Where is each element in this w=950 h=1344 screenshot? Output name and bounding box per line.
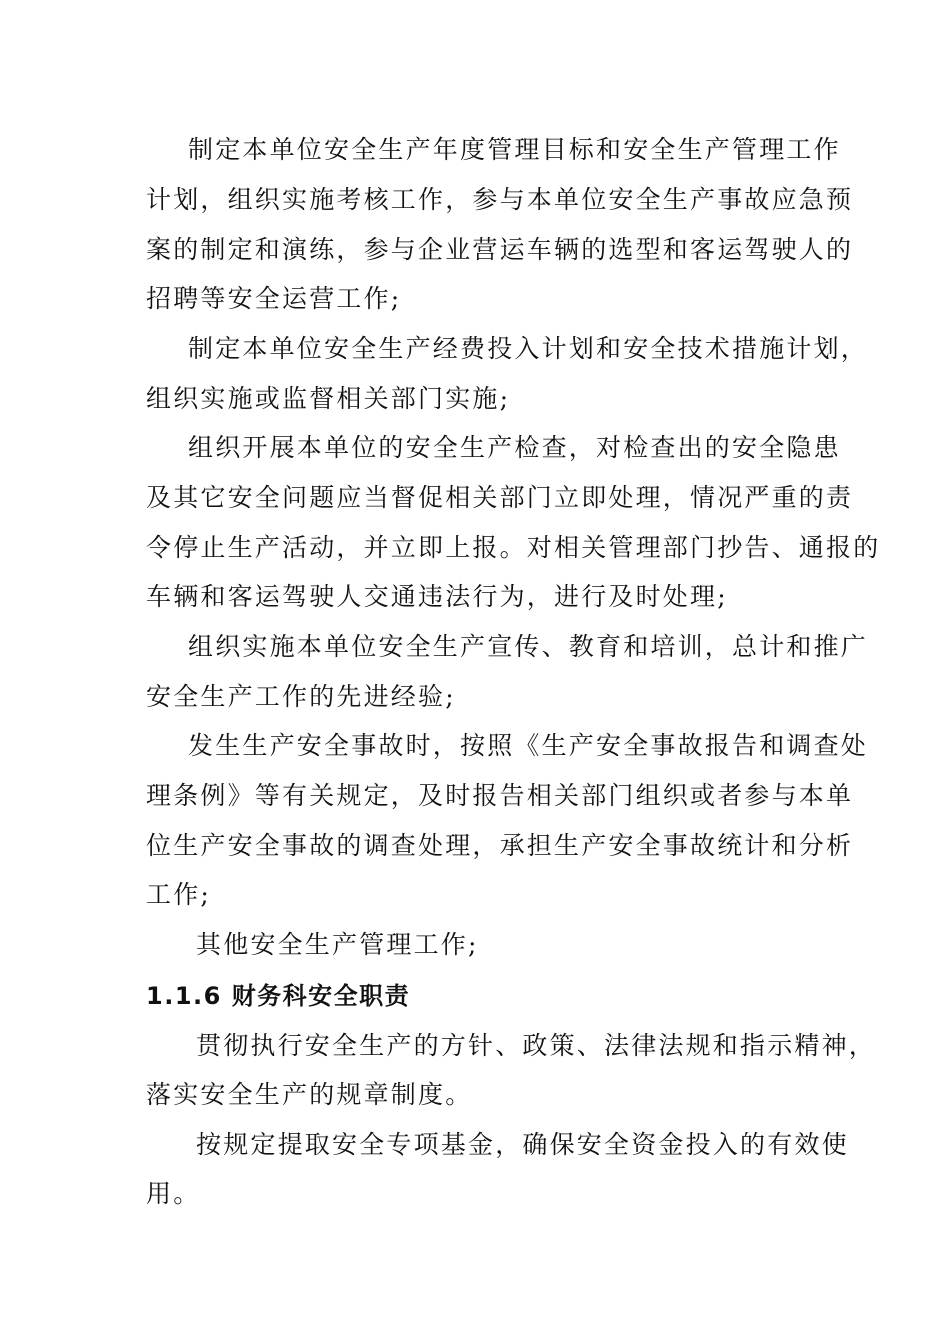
- paragraph-1-line-1: 制定本单位安全生产年度管理目标和安全生产管理工作: [188, 135, 841, 164]
- paragraph-2-line-2: 组织实施或监督相关部门实施;: [146, 384, 511, 413]
- paragraph-1-line-3: 案的制定和演练，参与企业营运车辆的选型和客运驾驶人的: [146, 235, 854, 264]
- section-paragraph-2-line-2: 用。: [146, 1179, 201, 1208]
- paragraph-5-line-1: 发生生产安全事故时，按照《生产安全事故报告和调查处: [188, 731, 869, 760]
- section-paragraph-1-line-2: 落实安全生产的规章制度。: [146, 1080, 473, 1109]
- paragraph-1-line-4: 招聘等安全运营工作;: [146, 284, 402, 313]
- section-paragraph-1-line-1: 贯彻执行安全生产的方针、政策、法律法规和指示精神，: [196, 1031, 877, 1060]
- section-heading: 1.1.6 财务科安全职责: [146, 982, 411, 1010]
- section-paragraph-2-line-1: 按规定提取安全专项基金，确保安全资金投入的有效使: [196, 1130, 849, 1159]
- paragraph-3-line-4: 车辆和客运驾驶人交通违法行为，进行及时处理;: [146, 582, 728, 611]
- paragraph-1-line-2: 计划，组织实施考核工作，参与本单位安全生产事故应急预: [146, 185, 854, 214]
- paragraph-6-line-1: 其他安全生产管理工作;: [196, 930, 479, 959]
- paragraph-5-line-2: 理条例》等有关规定，及时报告相关部门组织或者参与本单: [146, 781, 854, 810]
- paragraph-4-line-1: 组织实施本单位安全生产宣传、教育和培训，总计和推广: [188, 632, 869, 661]
- paragraph-5-line-3: 位生产安全事故的调查处理，承担生产安全事故统计和分析: [146, 831, 854, 860]
- paragraph-3-line-3: 令停止生产活动，并立即上报。对相关管理部门抄告、通报的: [146, 533, 881, 562]
- paragraph-3-line-1: 组织开展本单位的安全生产检查，对检查出的安全隐患: [188, 433, 841, 462]
- paragraph-4-line-2: 安全生产工作的先进经验;: [146, 682, 456, 711]
- paragraph-3-line-2: 及其它安全问题应当督促相关部门立即处理，情况严重的责: [146, 483, 854, 512]
- paragraph-5-line-4: 工作;: [146, 880, 212, 909]
- paragraph-2-line-1: 制定本单位安全生产经费投入计划和安全技术措施计划，: [188, 334, 869, 363]
